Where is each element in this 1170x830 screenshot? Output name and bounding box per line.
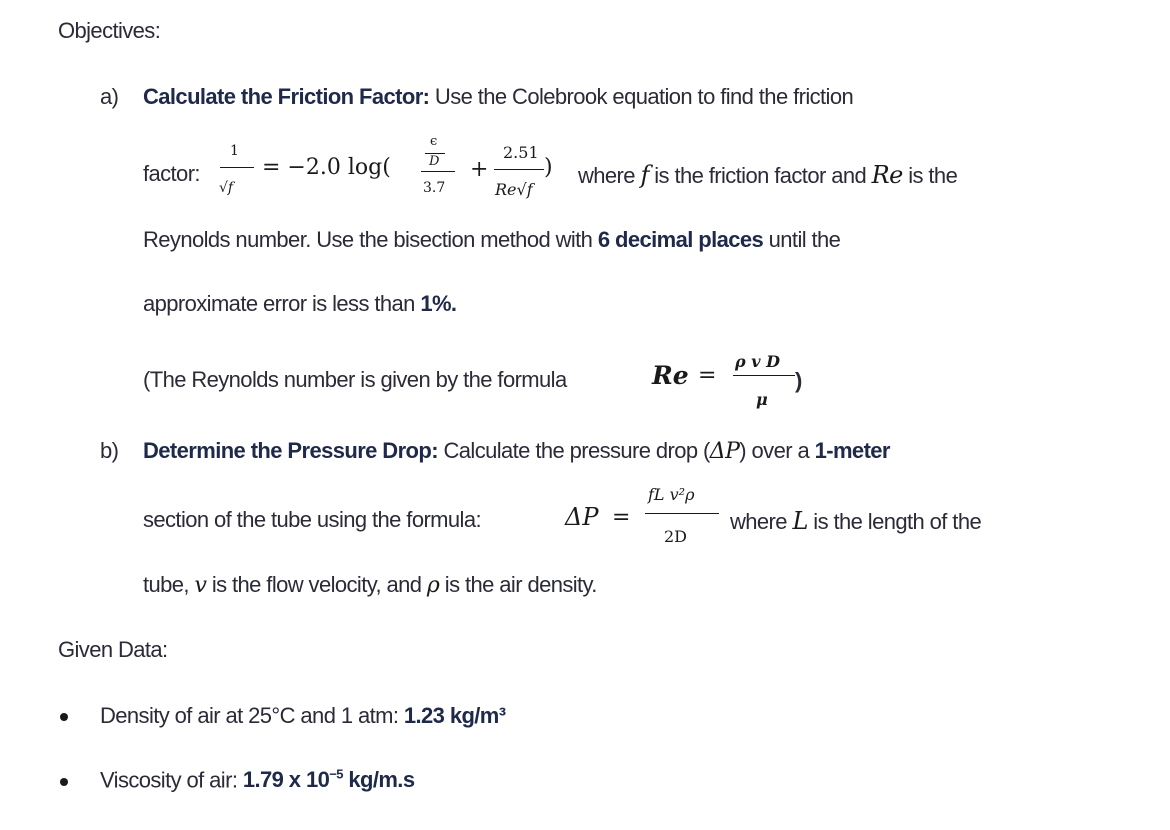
reynolds-denominator: μ — [756, 390, 768, 409]
pressure-denominator: 2D — [664, 527, 688, 546]
pressure-numerator: fL v²ρ — [648, 485, 695, 504]
objective-a-line2 — [143, 227, 840, 253]
eq-plus: + — [470, 157, 489, 182]
error-emphasis: 1%. — [420, 291, 457, 316]
delta-p-symbol-2: ΔP — [565, 503, 599, 531]
reynolds-frac-bar — [733, 375, 795, 376]
given-data-heading: Given Data: — [58, 637, 168, 662]
viscosity-label: Viscosity of air: — [100, 767, 238, 793]
density-value: 1.23 kg/m³ — [403, 703, 506, 728]
eq-Re-sqrt-f: Re√f — [495, 180, 533, 199]
bullet-1 — [60, 713, 68, 721]
line2a: Reynolds number. Use the bisection method with — [143, 227, 593, 252]
objective-a-line1 — [143, 84, 853, 110]
b-text1: Calculate the pressure drop ( — [443, 438, 710, 463]
delta-p-symbol: ΔP — [709, 439, 740, 464]
reynolds-numerator: ρ v D — [735, 352, 780, 371]
objectives-heading: Objectives: — [58, 18, 161, 43]
given-item-viscosity — [100, 767, 414, 793]
is-length-label: is the length of the — [813, 509, 982, 534]
line3c-b: is the air density. — [444, 572, 597, 597]
decimal-places-emphasis: 6 decimal places — [597, 227, 764, 252]
eq-frac-bar-1 — [220, 167, 254, 168]
objective-b-line3 — [143, 572, 597, 598]
objective-a-marker: a) — [100, 84, 119, 109]
reynolds-close-paren: ) — [795, 368, 802, 393]
eq-sqrt-f: √f — [219, 180, 234, 196]
f-symbol: f — [640, 161, 649, 189]
is-the-label: is the — [908, 163, 958, 188]
objective-a-text1: Use the Colebrook equation to find the friction — [434, 84, 854, 109]
objective-b-line1 — [143, 438, 890, 464]
bullet-2 — [60, 778, 68, 786]
density-label: Density of air at 25°C and 1 atm: — [100, 703, 399, 728]
b-text2: ) over a — [739, 438, 810, 463]
is-friction-label: is the friction factor and — [654, 163, 867, 188]
objective-b-marker: b) — [100, 438, 119, 463]
Re-symbol: Re — [871, 161, 903, 189]
viscosity-value — [243, 767, 415, 792]
v-symbol: v — [194, 573, 207, 598]
line3a: approximate error is less than — [143, 291, 415, 316]
eq-close-paren: ) — [544, 155, 553, 180]
reynolds-Re-symbol: Re — [652, 361, 689, 390]
eq-two-five-one: 2.51 — [503, 143, 539, 162]
eq-frac-bar-2 — [421, 171, 455, 172]
objective-b-where — [730, 507, 981, 535]
objective-a-line3 — [143, 291, 456, 317]
eq-three-seven: 3.7 — [423, 180, 446, 196]
factor-label: factor: — [143, 161, 200, 186]
objective-b-title: Determine the Pressure Drop: — [143, 438, 438, 463]
pressure-frac-bar — [645, 513, 719, 514]
reynolds-equals: = — [698, 363, 717, 388]
line2c: until the — [768, 227, 841, 252]
objective-b-line2: section of the tube using the formula: — [143, 507, 481, 532]
reynolds-note: (The Reynolds number is given by the formula — [143, 367, 567, 392]
viscosity-exponent: −5 — [329, 767, 343, 782]
eq-D: D — [429, 154, 440, 169]
eq-eps: ϵ — [430, 134, 438, 149]
b-equals: = — [612, 505, 631, 530]
rho-symbol: ρ — [426, 573, 440, 598]
line3b-b: is the flow velocity, and — [211, 572, 422, 597]
where-label: where — [578, 163, 635, 188]
eq-one: 1 — [230, 143, 239, 159]
given-item-density — [100, 703, 506, 729]
one-meter-emphasis: 1-meter — [814, 438, 890, 463]
objective-a-where-line — [578, 161, 957, 189]
L-symbol: L — [792, 507, 808, 535]
viscosity-mantissa: 1.79 x 10 — [242, 767, 330, 793]
eq-frac-bar-3 — [494, 169, 544, 170]
objective-a-title: Calculate the Friction Factor: — [143, 84, 430, 109]
b-where-label: where — [730, 509, 787, 534]
line3a-b: tube, — [143, 572, 189, 597]
viscosity-unit: kg/m.s — [348, 767, 415, 793]
eq-equals-coef: = −2.0 log( — [262, 155, 391, 180]
